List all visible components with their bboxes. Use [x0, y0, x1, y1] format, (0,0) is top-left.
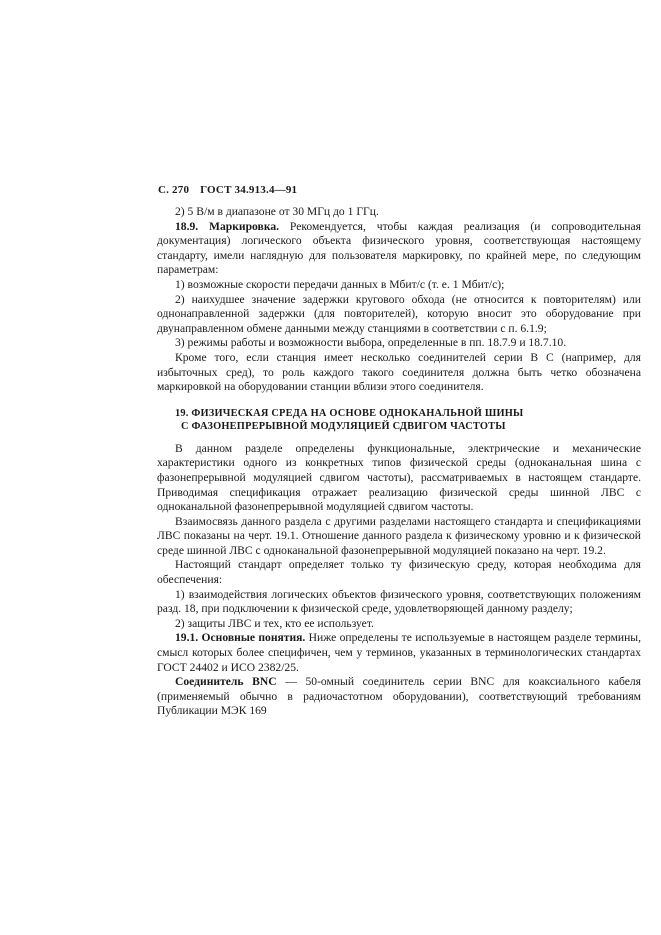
paragraph-basic-terms: [157, 631, 641, 675]
paragraph-text: Рекомендуется, чтобы каждая реализация (и сопроводительная документация) логического объекта физического уровня, соответствующая настоящему стандарту, имели наглядную для пользователя маркировку, по крайней мере, по следующим параметрам:: [157, 219, 641, 277]
list-item: 1) взаимодействия логических объектов физического уровня, соответствующих положениям разд. 18, при подключении к физической среде, удовлетворяющей данному разделу;: [157, 587, 641, 616]
section-heading: [157, 407, 641, 434]
section-lead: 18.9. Маркировка.: [175, 219, 280, 233]
paragraph-text: — 50-омный соединитель серии BNC для коаксиального кабеля (применяемый обычно в радиочастотном оборудовании), соответствующий требованиям Публикации МЭК 169: [157, 675, 641, 718]
paragraph: 2) 5 В/м в диапазоне от 30 МГц до 1 ГГц.: [175, 205, 379, 218]
heading-line-2: С ФАЗОНЕПРЕРЫВНОЙ МОДУЛЯЦИЕЙ СДВИГОМ ЧАСТОТЫ: [181, 421, 506, 433]
page-header: [158, 184, 305, 196]
paragraph-text: Ниже определены те используемые в настоящем разделе термины, смысл которых более специфичен, чем у терминов, указанных в терминологических стандартах ГОСТ 24402 и ИСО 2382/25.: [157, 631, 641, 674]
page-number: С. 270: [158, 184, 190, 196]
paragraph-marking: [157, 220, 641, 278]
term: Соединитель BNC: [175, 675, 277, 689]
list-item: 2) защиты ЛВС и тех, кто ее использует.: [175, 616, 374, 630]
paragraph: В данном разделе определены функциональные, электрические и механические характеристики одного из конкретных типов физической среды (одноканальная шина с фазонепрерывной модуляцией сдвигом частоты), рассматриваемых в настоящем стандарте. Приводимая спецификация отражает реализацию физической среды шинной ЛВС с одноканальной фазонепрерывной модуляцией сдвигом частоты.: [157, 441, 641, 514]
paragraph: Взаимосвязь данного раздела с другими разделами настоящего стандарта и спецификациями ЛВС показаны на черт. 19.1. Отношение данного раздела к физическому уровню и к физической среде шинной ЛВС с одноканальной фазонепрерывной модуляцией показано на черт. 19.2.: [157, 514, 641, 557]
document-body: [157, 205, 641, 719]
paragraph-bnc-definition: [157, 675, 641, 719]
heading-line-1: 19. ФИЗИЧЕСКАЯ СРЕДА НА ОСНОВЕ ОДНОКАНАЛЬНОЙ ШИНЫ: [175, 407, 524, 419]
standard-code: ГОСТ 34.913.4—91: [200, 184, 298, 196]
section-lead: 19.1. Основные понятия.: [175, 631, 306, 645]
list-item: 1) возможные скорости передачи данных в Мбит/с (т. е. 1 Мбит/с);: [175, 277, 505, 291]
list-item: 2) наихудшее значение задержки кругового обхода (не относится к повторителям) или однонаправленной задержки (для повторителей), которую вносит это оборудование при двунаправленном обмене данными между станциями в соответствии с п. 6.1.9;: [157, 292, 641, 335]
paragraph: Кроме того, если станция имеет несколько соединителей серии В С (например, для избыточных сред), то роль каждого такого соединителя должна быть четко обозначена маркировкой на оборудовании станции вблизи этого соединителя.: [157, 350, 641, 394]
list-item: 3) режимы работы и возможности выбора, определенные в пп. 18.7.9 и 18.7.10.: [175, 336, 567, 350]
paragraph: Настоящий стандарт определяет только ту физическую среду, которая необходима для обеспечения:: [157, 558, 641, 587]
